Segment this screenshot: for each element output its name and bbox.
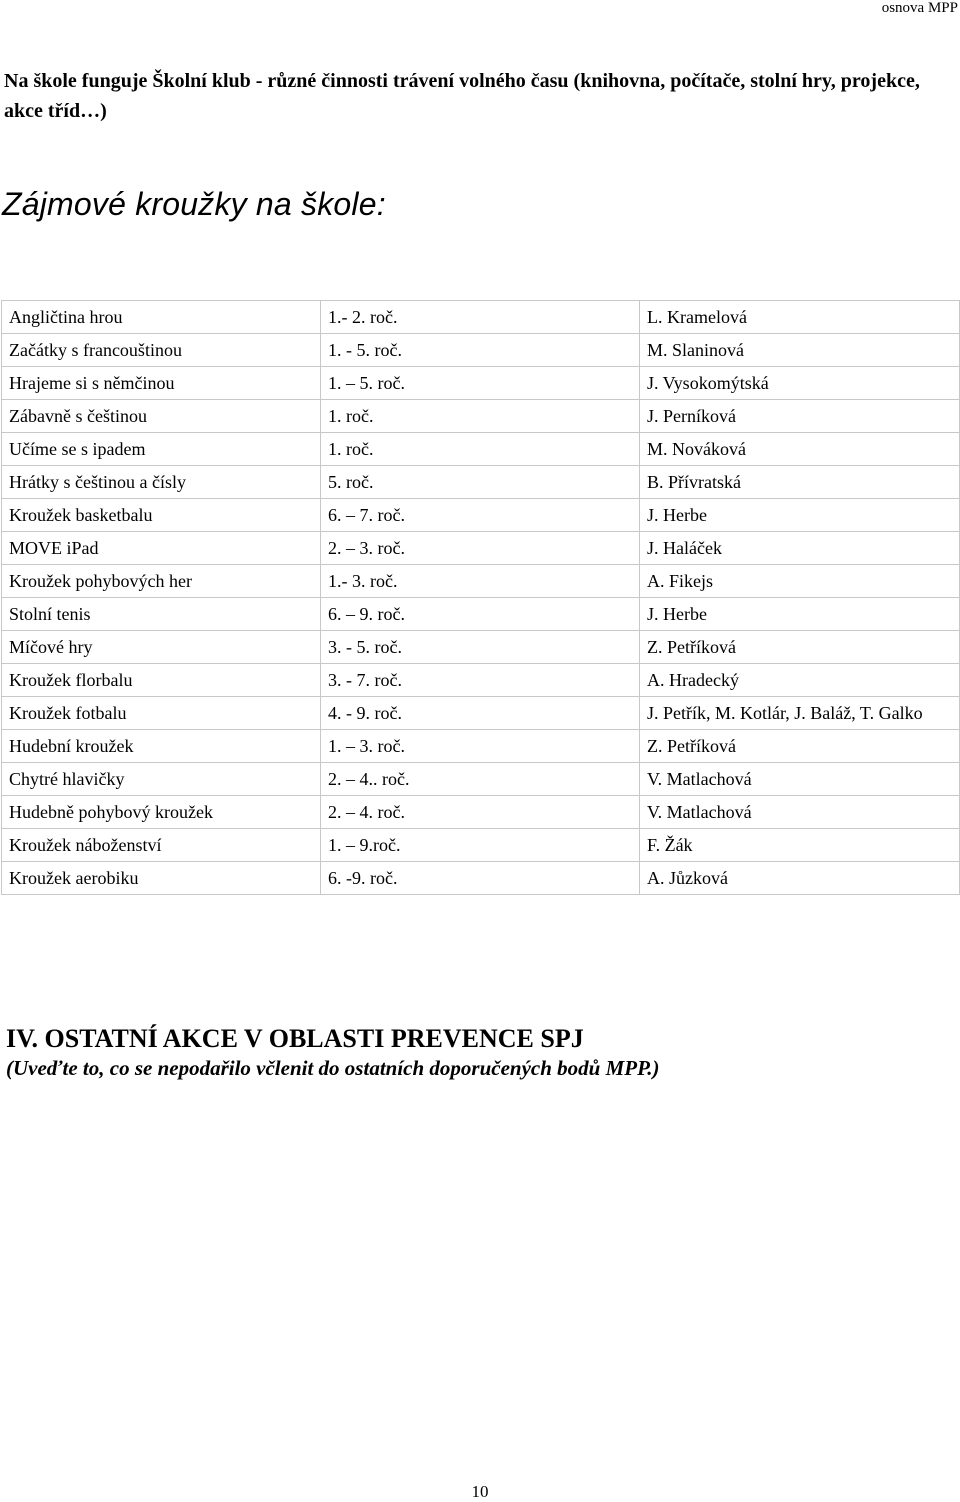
section-title: Zájmové kroužky na škole: [2,186,386,222]
table-row [2,499,960,532]
table-row [2,631,960,664]
table-row [2,796,960,829]
club-grade: 6. – 9. roč. [321,598,640,631]
club-name: Učíme se s ipadem [2,433,321,466]
table-row [2,763,960,796]
clubs-table-body [2,301,960,895]
club-name: Hrajeme si s němčinou [2,367,321,400]
club-name: MOVE iPad [2,532,321,565]
club-grade: 2. – 3. roč. [321,532,640,565]
table-row [2,598,960,631]
club-teacher: Z. Petříková [640,631,960,664]
club-teacher: J. Perníková [640,400,960,433]
club-grade: 3. - 7. roč. [321,664,640,697]
club-teacher: M. Slaninová [640,334,960,367]
table-row [2,301,960,334]
club-name: Míčové hry [2,631,321,664]
club-name: Hudební kroužek [2,730,321,763]
club-teacher: J. Herbe [640,598,960,631]
table-row [2,862,960,895]
club-teacher: V. Matlachová [640,796,960,829]
club-name: Hudebně pohybový kroužek [2,796,321,829]
document-label: osnova MPP [881,0,958,16]
intro-paragraph: Na škole funguje Školní klub - různé činnosti trávení volného času (knihovna, počítače, stolní hry, projekce, akce tříd…) [4,70,920,122]
club-name: Kroužek fotbalu [2,697,321,730]
club-teacher: A. Jůzková [640,862,960,895]
club-teacher: Z. Petříková [640,730,960,763]
club-teacher: J. Vysokomýtská [640,367,960,400]
club-teacher: J. Herbe [640,499,960,532]
table-row [2,565,960,598]
club-grade: 5. roč. [321,466,640,499]
club-teacher: L. Kramelová [640,301,960,334]
page-number: 10 [471,1482,489,1501]
club-grade: 1. - 5. roč. [321,334,640,367]
club-teacher: A. Fikejs [640,565,960,598]
club-grade: 1.- 2. roč. [321,301,640,334]
club-name: Kroužek pohybových her [2,565,321,598]
table-row [2,466,960,499]
club-grade: 1. roč. [321,433,640,466]
table-row [2,664,960,697]
table-row [2,532,960,565]
club-name: Začátky s francouštinou [2,334,321,367]
chapter-subheading: (Uveďte to, co se nepodařilo včlenit do ostatních doporučených bodů MPP.) [6,1056,660,1080]
club-name: Zábavně s češtinou [2,400,321,433]
club-teacher: F. Žák [640,829,960,862]
club-name: Angličtina hrou [2,301,321,334]
table-row [2,697,960,730]
club-teacher: M. Nováková [640,433,960,466]
club-teacher: B. Přívratská [640,466,960,499]
chapter-heading: IV. OSTATNÍ AKCE V OBLASTI PREVENCE SPJ [6,1024,584,1053]
club-grade: 6. – 7. roč. [321,499,640,532]
club-name: Kroužek basketbalu [2,499,321,532]
table-row [2,367,960,400]
club-grade: 3. - 5. roč. [321,631,640,664]
club-name: Chytré hlavičky [2,763,321,796]
club-grade: 1. – 5. roč. [321,367,640,400]
table-row [2,730,960,763]
table-row [2,334,960,367]
club-name: Hrátky s češtinou a čísly [2,466,321,499]
table-row [2,829,960,862]
club-grade: 2. – 4.. roč. [321,763,640,796]
club-grade: 1. – 9.roč. [321,829,640,862]
club-grade: 1. – 3. roč. [321,730,640,763]
club-grade: 1. roč. [321,400,640,433]
table-row [2,433,960,466]
club-teacher: A. Hradecký [640,664,960,697]
club-grade: 6. -9. roč. [321,862,640,895]
clubs-table [1,300,960,895]
club-grade: 1.- 3. roč. [321,565,640,598]
club-grade: 2. – 4. roč. [321,796,640,829]
club-name: Stolní tenis [2,598,321,631]
table-row [2,400,960,433]
club-grade: 4. - 9. roč. [321,697,640,730]
club-name: Kroužek aerobiku [2,862,321,895]
club-name: Kroužek florbalu [2,664,321,697]
club-name: Kroužek náboženství [2,829,321,862]
club-teacher: J. Haláček [640,532,960,565]
club-teacher: V. Matlachová [640,763,960,796]
club-teacher: J. Petřík, M. Kotlár, J. Baláž, T. Galko [640,697,960,730]
